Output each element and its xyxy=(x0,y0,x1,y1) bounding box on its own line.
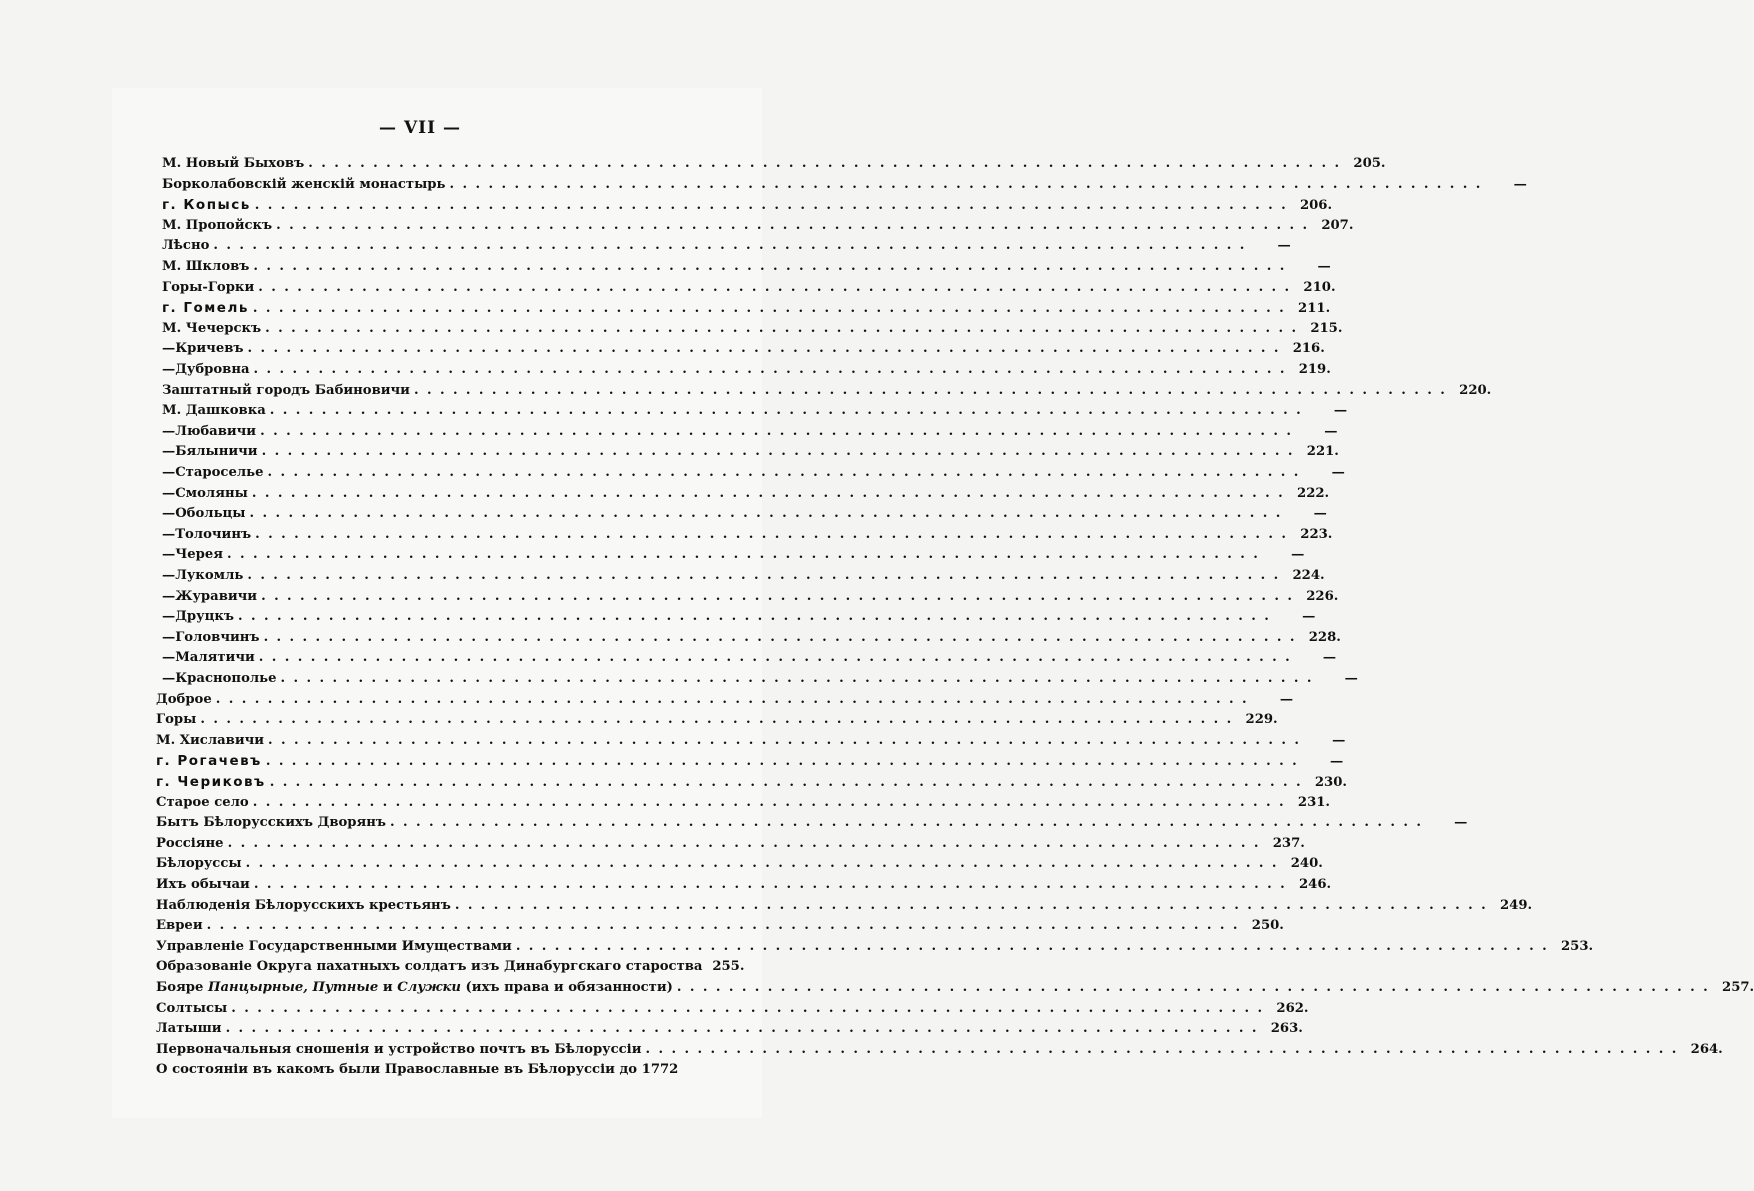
entry-title: г. Чериковъ xyxy=(156,774,266,790)
toc-entry xyxy=(156,916,1284,936)
toc-entry xyxy=(162,195,1333,215)
dash-prefix: — xyxy=(162,526,176,542)
entry-title: М. Новый Быховъ xyxy=(162,156,305,171)
toc-entry xyxy=(162,525,1333,545)
dash-prefix: — xyxy=(162,485,176,501)
entry-title: Наблюденія Бѣлорусскихъ крестьянъ xyxy=(156,897,451,913)
leader-dots: ................................................................................ xyxy=(253,259,1293,274)
entry-title: Бытъ Бѣлорусскихъ Дворянъ xyxy=(156,815,387,831)
entry-title: М. Дашковка xyxy=(162,403,266,419)
leader-dots: ................................................................................ xyxy=(254,198,1295,214)
entry-page-number: 226. xyxy=(1306,588,1339,604)
leader-dots: ................................................................................ xyxy=(449,176,1489,192)
entry-page-number: — xyxy=(1291,547,1305,563)
leader-dots: ................................................................................ xyxy=(676,980,1717,995)
toc-entry xyxy=(162,236,1291,256)
toc-entry xyxy=(156,731,1346,751)
leader-dots: ................................................................................ xyxy=(269,403,1310,419)
dash-prefix: — xyxy=(162,568,176,583)
leader-dots: ................................................................................ xyxy=(215,691,1256,707)
entry-title: Солтысы xyxy=(156,1000,228,1016)
entry-title: М. Пропойскъ xyxy=(162,217,273,233)
entry-title: Первоначальныя сношенія и устройство почтъ въ Бѣлоруссіи xyxy=(156,1041,642,1057)
entry-title: Дубровна xyxy=(175,362,250,377)
entry-page-number: 205. xyxy=(1353,156,1386,171)
leader-dots: ................................................................................ xyxy=(251,485,1292,501)
leader-dots: ................................................................................ xyxy=(276,217,1316,233)
toc-entry xyxy=(162,669,1358,689)
dash-prefix: — xyxy=(162,465,176,480)
toc-entry xyxy=(156,978,1754,998)
leader-dots: ................................................................................ xyxy=(227,835,1267,851)
entry-title: Доброе xyxy=(156,691,212,707)
leader-dots: ................................................................................ xyxy=(268,732,1308,748)
leader-dots: ................................................................................ xyxy=(258,650,1299,666)
entry-title: Толочинъ xyxy=(175,526,252,542)
toc-entry xyxy=(162,587,1339,607)
entry-title: Ихъ обычаи xyxy=(156,877,250,892)
entry-title: Россіяне xyxy=(156,835,224,851)
entry-title: Управленіе Государственными Имуществами xyxy=(156,938,512,954)
entry-title: М. Хиславичи xyxy=(156,732,265,748)
leader-dots: ................................................................................ xyxy=(200,712,1240,728)
leader-dots: ................................................................................ xyxy=(454,897,1495,913)
toc-entry xyxy=(156,875,1332,895)
entry-page-number: 216. xyxy=(1292,341,1325,357)
toc-entry xyxy=(156,1040,1723,1060)
entry-title: М. Шкловъ xyxy=(162,259,250,274)
entry-title: О состояніи въ какомъ были Православные въ Бѣлоруссіи до 1772 xyxy=(156,1062,679,1078)
entry-page-number: 206. xyxy=(1299,198,1333,214)
entry-page-number: 221. xyxy=(1306,444,1339,460)
leader-dots: ................................................................................ xyxy=(308,156,1348,171)
dash-prefix: — xyxy=(162,650,176,666)
entry-page-number: — xyxy=(1333,403,1348,419)
toc-entry xyxy=(162,298,1331,318)
toc-entry xyxy=(162,175,1527,195)
entry-title: Латыши xyxy=(156,1021,222,1037)
entry-title: Бояре Панцырные, Путные и Служки (ихъ права и обязанности) xyxy=(156,980,673,995)
entry-title: Борколабовскій женскій монастырь xyxy=(162,176,446,192)
entry-title: Малятичи xyxy=(175,650,255,666)
entry-page-number: 207. xyxy=(1321,217,1354,233)
entry-page-number: — xyxy=(1302,609,1316,625)
toc-entry xyxy=(156,834,1305,854)
entry-page-number: 219. xyxy=(1298,362,1331,377)
entry-page-number: — xyxy=(1513,176,1527,192)
entry-page-number: 237. xyxy=(1272,835,1305,851)
toc-entry xyxy=(156,772,1347,792)
toc-entry xyxy=(156,793,1331,813)
entry-page-number: 250. xyxy=(1251,918,1284,934)
leader-dots: ................................................................................ xyxy=(390,815,1430,831)
leader-dots: ................................................................................ xyxy=(263,629,1303,645)
entry-title: Заштатный городъ Бабиновичи xyxy=(162,382,410,398)
toc-entry xyxy=(162,319,1343,339)
leader-dots: ................................................................................ xyxy=(253,877,1294,892)
entry-page-number: 231. xyxy=(1297,794,1331,810)
entry-page-number: 253. xyxy=(1560,938,1594,954)
entry-title: Любавичи xyxy=(175,423,257,439)
toc-entry xyxy=(162,607,1316,627)
entry-page-number: 210. xyxy=(1303,279,1336,295)
toc-entry xyxy=(162,360,1331,380)
dash-prefix: — xyxy=(162,588,176,604)
leader-dots: ................................................................................ xyxy=(253,362,1293,377)
entry-page-number: 215. xyxy=(1310,320,1343,336)
toc-entry xyxy=(162,381,1492,401)
dash-prefix: — xyxy=(162,547,176,563)
entry-title: Кричевъ xyxy=(175,341,244,357)
entry-title: Евреи xyxy=(156,918,203,934)
entry-page-number: 230. xyxy=(1314,775,1347,790)
entry-page-number: — xyxy=(1454,815,1468,831)
entry-title: Бялыничи xyxy=(175,444,258,460)
entry-page-number: 255. xyxy=(712,959,745,975)
leader-dots: ................................................................................ xyxy=(231,1000,1271,1016)
entry-page-number: 264. xyxy=(1690,1041,1723,1057)
dash-prefix: — xyxy=(162,362,176,377)
entry-page-number: 263. xyxy=(1270,1021,1303,1037)
leader-dots: ................................................................................ xyxy=(261,588,1301,604)
entry-title: Друцкъ xyxy=(175,609,234,625)
entry-title: Журавичи xyxy=(175,588,258,604)
entry-page-number: 246. xyxy=(1299,877,1332,892)
entry-title: Бѣлоруссы xyxy=(156,856,242,872)
toc-entry xyxy=(162,628,1341,648)
entry-page-number: 240. xyxy=(1290,856,1323,872)
entry-title: Горы xyxy=(156,712,197,728)
entry-page-number: 229. xyxy=(1245,712,1278,728)
entry-page-number: 249. xyxy=(1500,897,1533,913)
entry-page-number: — xyxy=(1329,754,1344,770)
leader-dots: ................................................................................ xyxy=(249,506,1289,522)
toc-entry xyxy=(162,216,1354,236)
entry-page-number: 223. xyxy=(1300,526,1333,542)
toc-entry xyxy=(162,401,1348,421)
entry-page-number: — xyxy=(1277,238,1291,254)
entry-title: Черея xyxy=(175,547,223,563)
entry-page-number: 222. xyxy=(1297,485,1330,501)
dash-prefix: — xyxy=(162,341,176,357)
toc-entry xyxy=(162,339,1325,359)
entry-page-number: — xyxy=(1332,732,1346,748)
entry-title: Лукомль xyxy=(175,568,244,583)
entry-title: Образованіе Округа пахатныхъ солдатъ изъ Динабургскаго староства xyxy=(156,959,703,975)
entry-page-number: — xyxy=(1331,465,1345,480)
leader-dots: ................................................................................ xyxy=(261,444,1301,460)
toc-entry xyxy=(156,1019,1303,1039)
leader-dots: ................................................................................ xyxy=(413,382,1454,398)
toc-entry xyxy=(156,854,1323,874)
toc-entry xyxy=(162,484,1330,504)
leader-dots: ................................................................................ xyxy=(247,341,1287,357)
toc-entry xyxy=(156,1060,736,1080)
leader-dots: ................................................................................ xyxy=(226,547,1267,563)
dash-prefix: — xyxy=(162,671,176,686)
dash-prefix: — xyxy=(162,609,176,625)
toc-entry xyxy=(156,751,1344,771)
entry-page-number: 211. xyxy=(1298,301,1331,317)
entry-page-number: 257. xyxy=(1722,980,1754,995)
dash-prefix: — xyxy=(162,423,176,439)
toc-entry xyxy=(162,154,1386,174)
toc-entry xyxy=(156,999,1309,1019)
leader-dots: ................................................................................ xyxy=(260,423,1300,439)
entry-page-number: — xyxy=(1317,259,1331,274)
entry-title: Старое село xyxy=(156,794,249,810)
page-number-header: — VII — xyxy=(379,118,461,138)
entry-page-number: — xyxy=(1279,691,1294,707)
toc-entry xyxy=(162,442,1339,462)
entry-page-number: 228. xyxy=(1308,629,1341,645)
toc-entry xyxy=(162,648,1337,668)
entry-page-number: — xyxy=(1313,506,1327,522)
entry-title: М. Чечерскъ xyxy=(162,320,262,336)
toc-entry xyxy=(162,545,1305,565)
toc-entry xyxy=(156,813,1468,833)
leader-dots: ................................................................................ xyxy=(252,301,1293,317)
toc-entry xyxy=(162,278,1336,298)
toc-entry xyxy=(162,463,1345,483)
entry-title: г. Рогачевъ xyxy=(156,753,262,770)
toc-entry xyxy=(156,710,1278,730)
leader-dots: ................................................................................ xyxy=(237,609,1278,625)
leader-dots: ................................................................................ xyxy=(213,238,1253,254)
leader-dots: ................................................................................ xyxy=(267,465,1307,480)
entry-title: Староселье xyxy=(175,465,264,480)
toc-entry xyxy=(162,257,1331,277)
leader-dots: ................................................................................ xyxy=(225,1021,1265,1037)
leader-dots: ................................................................................ xyxy=(265,754,1306,770)
leader-dots: ................................................................................ xyxy=(645,1041,1685,1057)
toc-entry xyxy=(162,422,1338,442)
dash-prefix: — xyxy=(162,629,176,645)
entry-title: Лѣсно xyxy=(162,238,210,254)
toc-entry xyxy=(156,896,1533,916)
leader-dots: ................................................................................ xyxy=(269,775,1309,790)
toc-entry xyxy=(156,690,1294,710)
entry-page-number: 224. xyxy=(1292,568,1325,583)
leader-dots: ................................................................................ xyxy=(515,938,1556,954)
entry-title: г. Копысь xyxy=(162,197,251,214)
leader-dots: ................................................................................ xyxy=(252,794,1293,810)
entry-title: Головчинъ xyxy=(175,629,260,645)
entry-title: г. Гомель xyxy=(162,300,249,317)
leader-dots: ................................................................................ xyxy=(206,918,1246,934)
leader-dots: ................................................................................ xyxy=(255,526,1295,542)
leader-dots: ................................................................................ xyxy=(245,856,1285,872)
toc-entry xyxy=(156,957,745,977)
toc-entry xyxy=(162,504,1327,524)
entry-title: Горы-Горки xyxy=(162,279,255,295)
entry-page-number: 220. xyxy=(1459,382,1492,398)
leader-dots: ................................................................................ xyxy=(247,568,1287,583)
entry-page-number: — xyxy=(1344,671,1358,686)
dash-prefix: — xyxy=(162,444,176,460)
leader-dots: ................................................................................ xyxy=(280,671,1320,686)
entry-title: Краснополье xyxy=(175,671,277,686)
leader-dots: ................................................................................ xyxy=(265,320,1305,336)
toc-entry xyxy=(162,566,1325,586)
entry-page-number: — xyxy=(1322,650,1337,666)
entry-title: Смоляны xyxy=(175,485,248,501)
leader-dots: ................................................................................ xyxy=(258,279,1298,295)
dash-prefix: — xyxy=(162,506,176,522)
entry-title: Обольцы xyxy=(175,506,246,522)
entry-page-number: 262. xyxy=(1276,1000,1309,1016)
toc-entry xyxy=(156,937,1594,957)
entry-page-number: — xyxy=(1324,423,1338,439)
